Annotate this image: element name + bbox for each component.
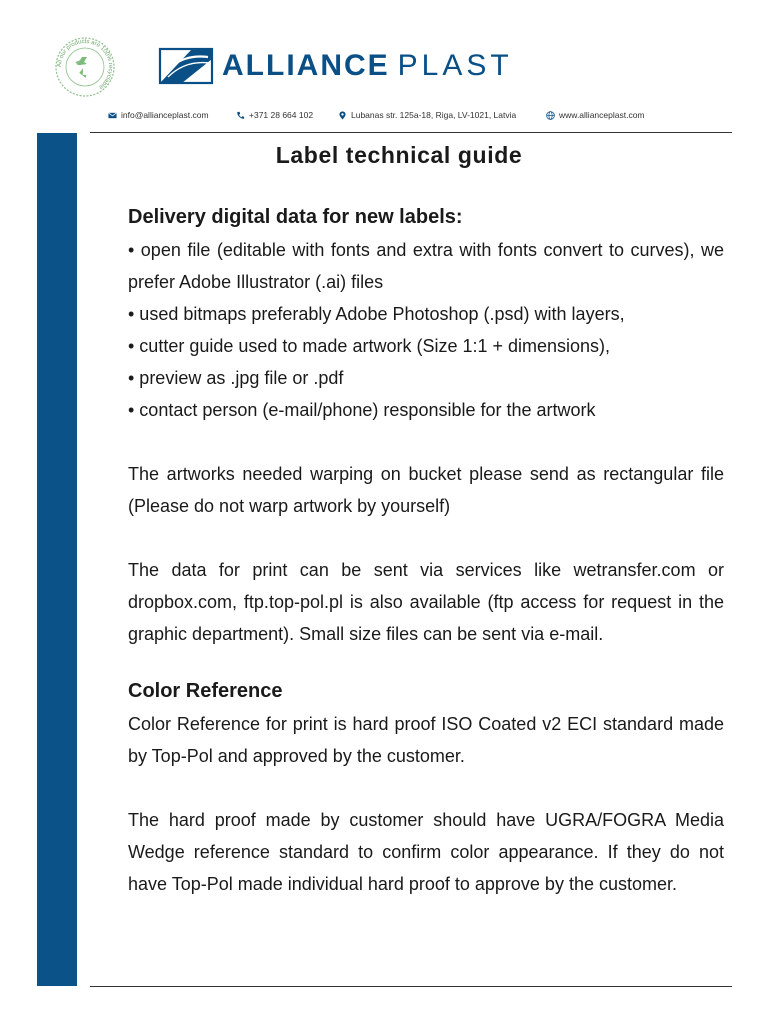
footer-divider [90,986,732,987]
svg-text:All our products are 100% recy [57,39,113,90]
contact-address-text: Lubanas str. 125a-18, Riga, LV-1021, Latvia [351,110,517,120]
contact-website[interactable] [546,110,645,120]
contact-phone[interactable] [236,110,313,120]
bullet-item: • cutter guide used to made artwork (Size 1:1 + dimensions), [128,336,611,356]
brand-wordmark [222,46,513,86]
contact-email-text[interactable]: info@allianceplast.com [121,110,209,120]
brand-name-light: PLAST [397,49,513,82]
location-pin-icon [338,111,347,120]
bullet-item: • open file (editable with fonts and extra with fonts convert to curves), we prefer Adobe Illustrator (.ai) files [128,240,724,292]
brand-name-bold: ALLIANCE [222,49,390,82]
contact-phone-text[interactable]: +371 28 664 102 [249,110,314,120]
recycle-seal [52,36,118,98]
bullet-item: • used bitmaps preferably Adobe Photoshop (.psd) with layers, [128,304,625,324]
section-heading-color: Color Reference [128,680,283,702]
contact-address [338,110,516,120]
contact-bar [108,110,748,124]
document-body [128,200,724,900]
mail-icon [108,111,117,120]
seal-text: All our products are 100% recyclable [56,38,114,90]
contact-website-text[interactable]: www.allianceplast.com [559,110,645,120]
paragraph-data-transfer: The data for print can be sent via services like wetransfer.com or dropbox.com, ftp.top-pol.pl is also available (ftp access for request in the graphic department). Small size files can be sent via e-mail. [128,560,724,644]
paragraph-hard-proof: The hard proof made by customer should have UGRA/FOGRA Media Wedge reference standard to confirm color appearance. If they do not have Top-Pol made individual hard proof to approve by the customer. [128,810,724,894]
header-divider [90,132,732,133]
paragraph-color-reference: Color Reference for print is hard proof ISO Coated v2 ECI standard made by Top-Pol and approved by the customer. [128,714,724,766]
section-heading-delivery: Delivery digital data for new labels: [128,206,463,228]
contact-email[interactable] [108,110,209,120]
logo-mark-icon [158,47,214,85]
bullet-item: • preview as .jpg file or .pdf [128,368,344,388]
phone-icon [236,111,245,120]
page-title: Label technical guide [275,142,523,168]
bullet-item: • contact person (e-mail/phone) responsible for the artwork [128,400,596,420]
side-accent-bar [37,133,77,986]
recycle-icon [72,57,93,80]
paragraph-warping: The artworks needed warping on bucket please send as rectangular file (Please do not warp artwork by yourself) [128,464,724,516]
globe-icon [546,111,555,120]
